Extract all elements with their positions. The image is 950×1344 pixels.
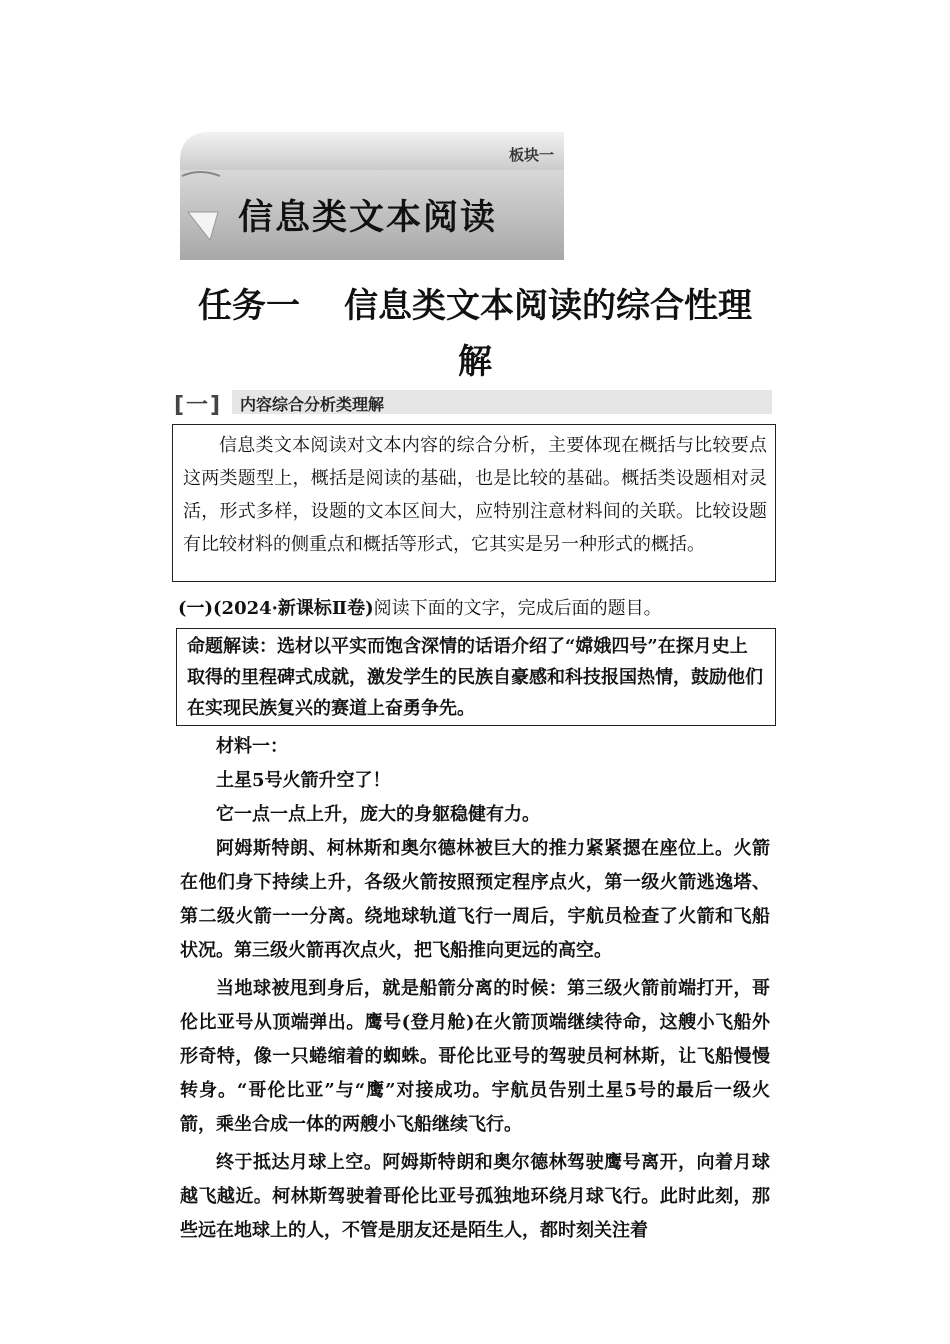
material-body xyxy=(180,730,770,1248)
material-paragraph: 阿姆斯特朗、柯林斯和奥尔德林被巨大的推力紧紧摁在座位上。火箭在他们身下持续上升，各级火箭按照预定程序点火，第一级火箭逃逸塔、第二级火箭一一分离。绕地球轨道飞行一周后，宇航员检查了火箭和飞船状况。第三级火箭再次点火，把飞船推向更远的高空。 xyxy=(180,838,770,961)
material-paragraph: 土星5号火箭升空了！ xyxy=(216,770,391,791)
banner-tag: 板块一 xyxy=(508,146,554,164)
proposition-text: 选材以平实而饱含深情的话语介绍了“嫦娥四号”在探月史上取得的里程碑式成就，激发学生的民族自豪感和科技报国热情，鼓励他们在实现民族复兴的赛道上奋勇争先。 xyxy=(187,636,763,719)
material-paragraph: 当地球被甩到身后，就是船箭分离的时候：第三级火箭前端打开，哥伦比亚号从顶端弹出。鹰号(登月舱)在火箭顶端继续待命，这艘小飞船外形奇特，像一只蜷缩着的蜘蛛。哥伦比亚号的驾驶员柯林斯，让飞船慢慢转身。“哥伦比亚”与“鹰”对接成功。宇航员告别土星5号的最后一级火箭，乘坐合成一体的两艘小飞船继续飞行。 xyxy=(180,978,770,1135)
intro-text: 信息类文本阅读对文本内容的综合分析，主要体现在概括与比较要点这两类题型上，概括是阅读的基础，也是比较的基础。概括类设题相对灵活，形式多样，设题的文本区间大，应特别注意材料间的关联。比较设题有比较材料的侧重点和概括等形式，它其实是另一种形式的概括。 xyxy=(183,435,767,555)
question-source xyxy=(178,594,662,620)
source-text: 阅读下面的文字，完成后面的题目。 xyxy=(373,598,662,619)
task-title-line2: 解 xyxy=(458,342,492,382)
task-title-line1: 信息类文本阅读的综合性理 xyxy=(344,286,752,326)
section-banner xyxy=(180,132,564,260)
source-prefix: (一)(2024·新课标Ⅱ卷) xyxy=(178,598,374,619)
task-heading xyxy=(150,278,800,327)
section-header xyxy=(174,390,772,418)
proposition-label: 命题解读： xyxy=(187,636,277,657)
material-heading: 材料一： xyxy=(216,736,288,757)
section-number: [一] xyxy=(174,393,223,418)
banner-title: 信息类文本阅读 xyxy=(238,198,498,238)
task-heading-continued xyxy=(150,334,800,383)
proposition-box xyxy=(176,628,776,726)
material-paragraph: 它一点一点上升，庞大的身躯稳健有力。 xyxy=(216,804,540,825)
material-paragraph: 终于抵达月球上空。阿姆斯特朗和奥尔德林驾驶鹰号离开，向着月球越飞越近。柯林斯驾驶着哥伦比亚号孤独地环绕月球飞行。此时此刻，那些远在地球上的人，不管是朋友还是陌生人，都时刻关注着 xyxy=(180,1152,770,1241)
section-label: 内容综合分析类理解 xyxy=(240,395,385,414)
intro-box xyxy=(172,424,776,582)
section-bar xyxy=(232,390,772,414)
task-number: 任务一 xyxy=(198,286,300,326)
